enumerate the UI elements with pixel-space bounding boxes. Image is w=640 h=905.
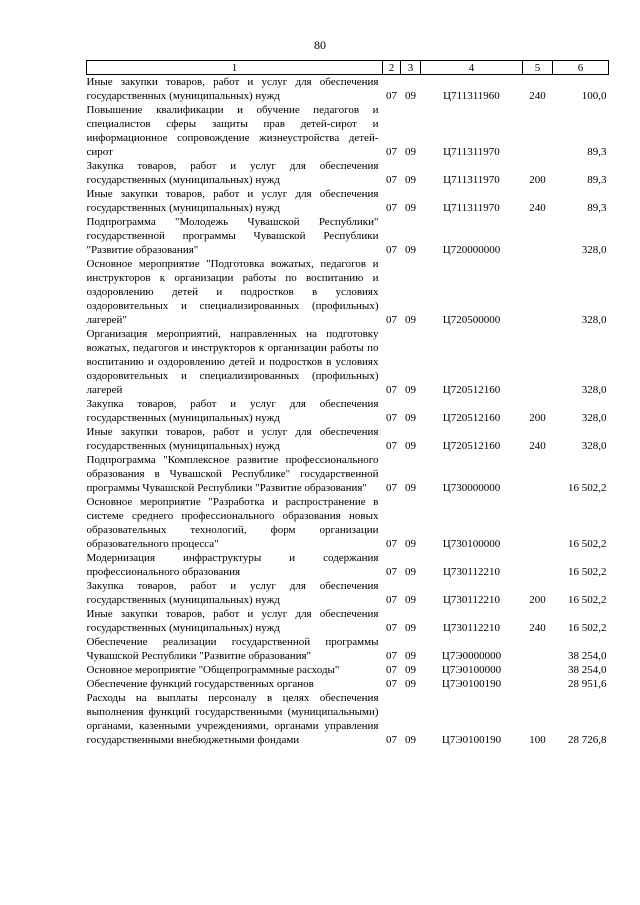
row-expense-type: [523, 327, 553, 397]
row-subsection: 09: [405, 90, 416, 102]
row-section: 07: [386, 538, 397, 550]
row-subsection: 09: [405, 384, 416, 396]
row-name: Расходы на выплаты персоналу в целях обеспечения выполнения функций государственными (муниципальными) органами, казенными учреждениями, органами управления государственными внебюджетными фондами: [86, 692, 379, 746]
row-expense-type: [523, 257, 553, 327]
row-amount: 328,0: [581, 412, 607, 424]
row-subsection: 09: [405, 678, 416, 690]
row-section: 07: [386, 566, 397, 578]
table-row: [87, 327, 609, 397]
row-section: 07: [386, 594, 397, 606]
row-section: 07: [386, 146, 397, 158]
row-target-code: Ц711311970: [443, 146, 500, 158]
row-amount: 328,0: [581, 440, 607, 452]
row-subsection: 09: [405, 482, 416, 494]
table-row: [87, 677, 609, 691]
row-expense-type: 200: [529, 174, 546, 186]
row-subsection: 09: [405, 594, 416, 606]
row-amount: 38 254,0: [568, 650, 607, 662]
row-target-code: Ц7Э0100190: [441, 678, 502, 690]
row-expense-type: [523, 495, 553, 551]
row-name: Основное мероприятие "Общепрограммные расходы": [86, 664, 340, 676]
table-row: [87, 425, 609, 453]
table-body: [87, 75, 609, 748]
row-subsection: 09: [405, 244, 416, 256]
row-amount: 89,3: [587, 174, 607, 186]
row-target-code: Ц730100000: [442, 538, 501, 550]
row-section: 07: [386, 202, 397, 214]
table-row: [87, 215, 609, 257]
row-amount: 28 726,8: [568, 734, 607, 746]
row-expense-type: [523, 663, 553, 677]
row-expense-type: 200: [529, 594, 546, 606]
row-name: Обеспечение реализации государственной программы Чувашской Республики "Развитие образования": [86, 636, 379, 662]
column-header-6: 6: [553, 61, 609, 75]
row-subsection: 09: [405, 412, 416, 424]
row-target-code: Ц730112210: [442, 594, 501, 606]
row-subsection: 09: [405, 566, 416, 578]
row-section: 07: [386, 664, 397, 676]
row-section: 07: [386, 678, 397, 690]
row-expense-type: [523, 635, 553, 663]
row-name: Закупка товаров, работ и услуг для обеспечения государственных (муниципальных) нужд: [86, 160, 379, 186]
row-section: 07: [386, 440, 397, 452]
row-target-code: Ц720000000: [442, 244, 501, 256]
row-subsection: 09: [405, 314, 416, 326]
row-section: 07: [386, 650, 397, 662]
table-row: [87, 495, 609, 551]
row-amount: 89,3: [587, 202, 607, 214]
row-target-code: Ц730112210: [442, 622, 501, 634]
row-amount: 16 502,2: [568, 594, 607, 606]
row-subsection: 09: [405, 734, 416, 746]
row-target-code: Ц711311970: [443, 202, 500, 214]
row-subsection: 09: [405, 650, 416, 662]
row-target-code: Ц7Э0000000: [441, 650, 502, 662]
row-section: 07: [386, 412, 397, 424]
row-section: 07: [386, 482, 397, 494]
row-target-code: Ц7Э0100190: [441, 734, 502, 746]
row-section: 07: [386, 174, 397, 186]
row-expense-type: 240: [529, 440, 546, 452]
row-name: Иные закупки товаров, работ и услуг для обеспечения государственных (муниципальных) нужд: [86, 76, 379, 102]
row-expense-type: 240: [529, 90, 546, 102]
table-row: [87, 607, 609, 635]
row-amount: 28 951,6: [568, 678, 607, 690]
row-name: Закупка товаров, работ и услуг для обеспечения государственных (муниципальных) нужд: [86, 398, 379, 424]
row-section: 07: [386, 90, 397, 102]
table-row: [87, 103, 609, 159]
row-target-code: Ц730000000: [442, 482, 501, 494]
row-target-code: Ц720512160: [442, 440, 501, 452]
table-row: [87, 75, 609, 104]
table-row: [87, 551, 609, 579]
row-name: Повышение квалификации и обучение педагогов и специалистов сферы защиты прав детей-сирот и информационное сопровождение жизнеустройства детей-сирот: [86, 104, 379, 158]
row-section: 07: [386, 314, 397, 326]
row-name: Закупка товаров, работ и услуг для обеспечения государственных (муниципальных) нужд: [86, 580, 379, 606]
row-name: Основное мероприятие "Разработка и распространение в системе среднего профессионального образования новых образовательных технологий, форм организации образовательного процесса": [86, 496, 379, 550]
row-section: 07: [386, 244, 397, 256]
column-header-5: 5: [523, 61, 553, 75]
row-amount: 89,3: [587, 146, 607, 158]
column-header-4: 4: [421, 61, 523, 75]
table-row: [87, 159, 609, 187]
row-amount: 16 502,2: [568, 482, 607, 494]
row-expense-type: [523, 453, 553, 495]
row-amount: 328,0: [581, 314, 607, 326]
row-expense-type: [523, 677, 553, 691]
row-name: Модернизация инфраструктуры и содержания профессионального образования: [86, 552, 379, 578]
row-name: Подпрограмма "Комплексное развитие профессионального образования в Чувашской Республике" государственной программы Чувашской Республики "Развитие образования": [86, 454, 379, 494]
row-subsection: 09: [405, 622, 416, 634]
row-subsection: 09: [405, 174, 416, 186]
table-row: [87, 187, 609, 215]
table-row: [87, 635, 609, 663]
row-subsection: 09: [405, 440, 416, 452]
row-expense-type: [523, 103, 553, 159]
row-target-code: Ц720512160: [442, 384, 501, 396]
column-header-2: 2: [383, 61, 401, 75]
table-header-row: [87, 61, 609, 75]
row-section: 07: [386, 622, 397, 634]
row-name: Основное мероприятие "Подготовка вожатых, педагогов и инструкторов к организации работы по воспитанию и оздоровлению детей и подростков в условиях оздоровительных и специализированных (профильных) лагерей": [86, 258, 379, 326]
row-target-code: Ц711311960: [443, 90, 500, 102]
row-expense-type: 200: [529, 412, 546, 424]
row-target-code: Ц7Э0100000: [441, 664, 502, 676]
row-name: Организация мероприятий, направленных на подготовку вожатых, педагогов и инструкторов к организации работы по воспитанию и оздоровлению детей и подростков в условиях оздоровительных и специализированных (профильных) лагерей: [86, 328, 379, 396]
row-section: 07: [386, 384, 397, 396]
page-number: 80: [314, 38, 326, 52]
row-expense-type: 240: [529, 202, 546, 214]
row-subsection: 09: [405, 538, 416, 550]
budget-table: [86, 60, 609, 747]
table-row: [87, 397, 609, 425]
row-subsection: 09: [405, 146, 416, 158]
table-row: [87, 257, 609, 327]
row-subsection: 09: [405, 202, 416, 214]
row-target-code: Ц720512160: [442, 412, 501, 424]
row-amount: 38 254,0: [568, 664, 607, 676]
row-section: 07: [386, 734, 397, 746]
row-target-code: Ц720500000: [442, 314, 501, 326]
row-name: Обеспечение функций государственных органов: [86, 678, 314, 690]
row-target-code: Ц730112210: [442, 566, 501, 578]
row-name: Иные закупки товаров, работ и услуг для обеспечения государственных (муниципальных) нужд: [86, 426, 379, 452]
row-expense-type: [523, 215, 553, 257]
row-expense-type: [523, 551, 553, 579]
row-subsection: 09: [405, 664, 416, 676]
row-amount: 328,0: [581, 384, 607, 396]
row-amount: 328,0: [581, 244, 607, 256]
row-amount: 16 502,2: [568, 622, 607, 634]
row-amount: 16 502,2: [568, 538, 607, 550]
row-name: Подпрограмма "Молодежь Чувашской Республики" государственной программы Чувашской Республики "Развитие образования": [86, 216, 379, 256]
table-row: [87, 691, 609, 747]
column-header-1: 1: [87, 61, 383, 75]
table-row: [87, 663, 609, 677]
table-row: [87, 453, 609, 495]
table-row: [87, 579, 609, 607]
row-amount: 100,0: [581, 90, 607, 102]
row-target-code: Ц711311970: [443, 174, 500, 186]
row-expense-type: 240: [529, 622, 546, 634]
row-name: Иные закупки товаров, работ и услуг для обеспечения государственных (муниципальных) нужд: [86, 608, 379, 634]
row-name: Иные закупки товаров, работ и услуг для обеспечения государственных (муниципальных) нужд: [86, 188, 379, 214]
column-header-3: 3: [401, 61, 421, 75]
row-expense-type: 100: [529, 734, 546, 746]
row-amount: 16 502,2: [568, 566, 607, 578]
